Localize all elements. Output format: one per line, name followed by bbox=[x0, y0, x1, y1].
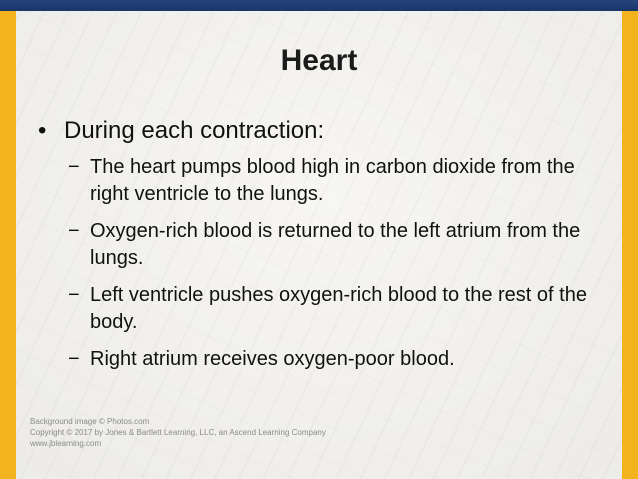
sub-bullet-item bbox=[38, 282, 598, 336]
sub-bullet-marker: − bbox=[68, 348, 80, 370]
sub-bullet-text: Oxygen-rich blood is returned to the left atrium from the lungs. bbox=[90, 220, 581, 269]
copyright-footer bbox=[30, 416, 326, 449]
footer-line: Copyright © 2017 by Jones & Bartlett Learning, LLC, an Ascend Learning Company bbox=[30, 428, 326, 437]
top-bar bbox=[0, 0, 638, 11]
sub-bullet-item bbox=[38, 218, 598, 272]
right-border bbox=[622, 11, 638, 479]
sub-bullet-item bbox=[38, 154, 598, 208]
sub-bullet-marker: − bbox=[68, 284, 80, 306]
sub-bullet-text: Right atrium receives oxygen-poor blood. bbox=[90, 348, 455, 370]
slide-content bbox=[38, 116, 598, 383]
footer-line: www.jblearning.com bbox=[30, 439, 102, 448]
slide-title: Heart bbox=[280, 44, 358, 77]
sub-bullet-text: The heart pumps blood high in carbon dioxide from the right ventricle to the lungs. bbox=[90, 156, 575, 205]
left-border bbox=[0, 11, 16, 479]
bullet-item bbox=[38, 116, 598, 146]
footer-line: Background image © Photos.com bbox=[30, 417, 150, 426]
sub-bullet-item bbox=[38, 346, 598, 373]
sub-bullet-marker: − bbox=[68, 156, 80, 178]
bullet-marker: • bbox=[38, 117, 47, 144]
bullet-text: During each contraction: bbox=[64, 117, 325, 144]
sub-bullet-text: Left ventricle pushes oxygen-rich blood to the rest of the body. bbox=[90, 284, 587, 333]
sub-bullet-marker: − bbox=[68, 220, 80, 242]
